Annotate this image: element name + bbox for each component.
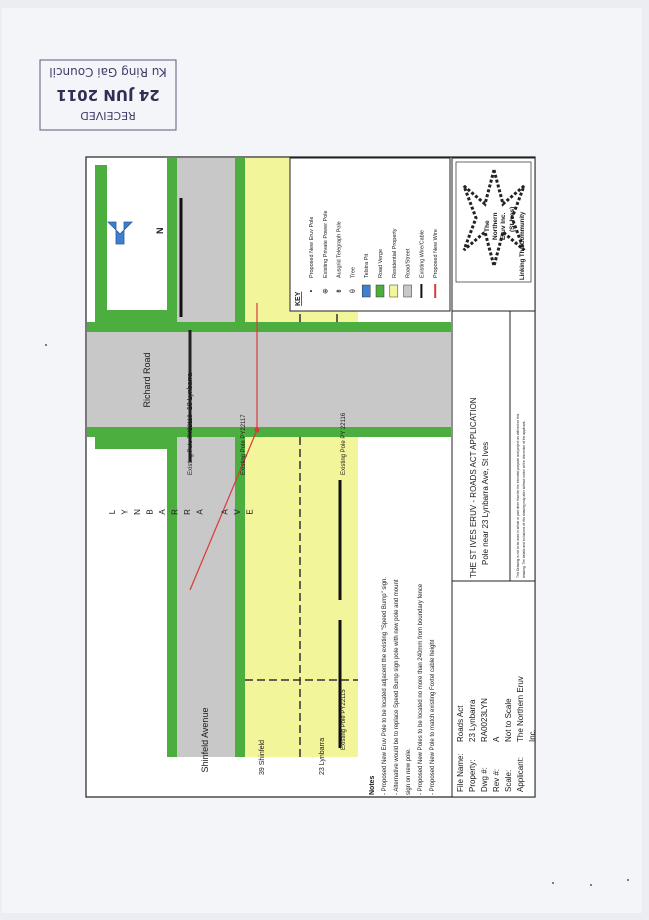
info-value: The Northern Eruv [516,676,525,742]
key-swatch [362,285,370,297]
info-table [452,581,537,797]
key-swatch [404,285,412,297]
info-value: RA0023LYN [480,698,489,742]
label-23-lynbarra: 23 Lynbarra [319,737,326,775]
notes-line: - Proposed New Pole to match existing Foxtel cable height [430,639,436,795]
key-item [390,228,398,297]
received-stamp [40,60,176,130]
lynbarra-letter: A [158,509,167,515]
info-value: 23 Lynbarra [468,699,477,742]
stamp-date: 24 JUN 2011 [56,86,160,104]
info-label: File Name: [456,753,465,792]
info-label: Property: [468,759,477,792]
key-label: Ausgrid Telegraph Pole [336,221,343,278]
street-label-richard: Richard Road [142,352,152,408]
info-value-cont: Inc. [528,729,537,742]
key-label: Telstra Pit [364,253,371,278]
stamp-council: Ku Ring Gai Council [49,65,167,79]
info-label: Applicant: [516,756,525,792]
label-pole-py22117: Existing Pole PY22117 [241,414,247,475]
key-item [362,253,370,297]
notes-line: - Alternative would be to replace Speed Bump sign pole with new pole and mount [394,579,400,795]
key-label: Proposed New Eruv Pole [309,216,315,278]
label-18-lynbarra: 18 Lynbarra [187,372,194,410]
key-label: Tree [350,266,357,278]
eruv-logo [452,158,535,311]
key-symbol: ⊕ [322,288,330,294]
lynbarra-letter: B [145,509,155,515]
key-label: Residential Property [391,228,398,278]
label-pole-py22118: Existing Pole PY22118 [188,414,194,475]
lynbarra-letter: A [220,509,230,515]
info-value: Not to Scale [504,698,513,742]
notes-line: - Proposed New Eruv Pole to be located adjacent the existing "Speed Bump" sign. [382,576,388,795]
title-subtitle: Pole near 23 Lynbarra Ave, St Ives [481,441,490,565]
key-panel [290,158,450,311]
title-disclaimer-1: This Drawing is not to be used in whole or part other than for the intended purpose and project as defined on this [516,413,520,578]
title-block [452,311,535,581]
lynbarra-letter: Y [120,509,130,515]
key-item [376,249,384,297]
street-label-shinfeld: Shinfeld Avenue [200,707,210,773]
lynbarra-letter: R [183,509,192,515]
stamp-received: RECEIVED [80,109,136,122]
north-label: N [155,227,165,234]
logo-tagline: Linking The Community [520,211,526,280]
info-label: Dwg #: [480,767,489,792]
key-item [404,248,412,297]
key-symbol: • [308,289,316,293]
logo-line3: Eruv Inc. [500,212,507,240]
info-label: Scale: [504,769,513,792]
lynbarra-letter: L [108,509,117,515]
key-label: Proposed New Wire [433,229,440,278]
proposed-pole-marker [255,428,260,433]
key-swatch [376,285,384,297]
label-39-shinfeld: 39 Shinfeld [259,739,266,775]
logo-line2: Northern [492,212,499,240]
key-label: Existing Private Power Pole [322,210,329,278]
key-swatch [390,285,398,297]
label-pole-py22115: Existing Pole PY22115 [341,689,347,750]
lynbarra-letter: R [170,509,180,515]
info-value: Roads Act [456,705,465,742]
title-main: THE ST IVES ERUV - ROADS ACT APPLICATION [469,397,478,578]
logo-line1: The [484,220,491,232]
lynbarra-letter: V [233,509,242,515]
key-symbol: ⇟ [336,288,344,294]
notes-line: - Proposed New Poles to be located no more than 240mm from boundary fence [418,583,424,795]
lynbarra-letter: A [195,509,205,515]
key-label: Road/Street [405,248,412,278]
notes-line: sign on new pole. [406,748,412,795]
lynbarra-letter: E [245,509,255,515]
key-label: Existing Wire/Cable [419,230,426,278]
info-value: A [492,736,501,742]
key-heading: KEY [295,291,302,306]
notes-heading: Notes [369,775,376,795]
key-label: Road Verge [378,248,384,278]
logo-line4: (St Ives) [509,206,516,232]
info-label: Rev #: [492,768,501,792]
lynbarra-letter: N [133,509,142,515]
label-pole-py22116: Existing Pole PY 22116 [341,412,347,475]
title-disclaimer-2: drawing. The details and inclusions of this drawing may alter without notice at the discretion of the applicant. [522,420,526,578]
key-symbol: θ [349,289,357,293]
